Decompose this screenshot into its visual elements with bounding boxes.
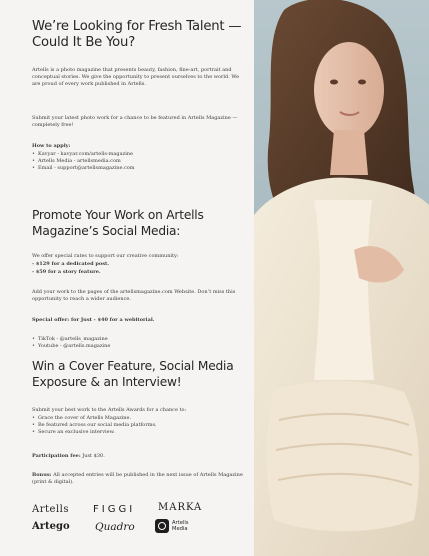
logo-artego: Artego	[32, 521, 70, 532]
special-offer: Special offer: for Just - $40 for a webitorial.	[32, 317, 155, 323]
submit-paragraph: Submit your latest photo work for a chance to be featured in Artells Magazine — completely free!	[32, 115, 238, 129]
website-paragraph: Add your work to the pages of the artellsmagazine.com Website. Don’t miss this opportunity to reach a wider audience.	[32, 289, 236, 303]
bonus-paragraph: Bonus: All accepted entries will be published in the next issue of Artells Magazine (print & digital).	[32, 472, 243, 486]
logo-artells-media: Artells Media	[155, 519, 189, 533]
logo-artells: Artells	[32, 504, 69, 515]
rates-intro: We offer special rates to support our creative community:	[32, 253, 179, 259]
apply-list	[32, 151, 248, 173]
artells-media-icon	[155, 519, 169, 533]
social-list	[32, 336, 248, 350]
how-to-apply-label: How to apply:	[32, 143, 71, 149]
heading-fresh-talent: We’re Looking for Fresh Talent — Could It Be You?	[32, 19, 242, 50]
awards-list	[32, 415, 248, 437]
awards-item-cover: • Grace the cover of Artells Magazine.	[32, 415, 248, 422]
social-item-tiktok[interactable]: • TikTok - @artells_magazine	[32, 336, 248, 343]
awards-item-interview: • Secure an exclusive interview.	[32, 429, 248, 436]
model-photo	[254, 0, 429, 556]
heading-promote: Promote Your Work on Artells Magazine’s Social Media:	[32, 208, 204, 238]
apply-item-artells-media[interactable]: • Artells Media - artellsmedia.com	[32, 158, 248, 165]
participation-fee: Participation fee: Just $30.	[32, 453, 105, 459]
apply-item-kavyar[interactable]: • Kavyar - kavyar.com/artells-magazine	[32, 151, 248, 158]
apply-item-email[interactable]: • Email - support@artellsmagazine.com	[32, 165, 248, 172]
partner-logos	[32, 500, 248, 550]
logo-figgi: FIGGI	[93, 504, 136, 515]
awards-item-social: • Be featured across our social media platforms.	[32, 422, 248, 429]
rate-story-feature: - $59 for a story feature.	[32, 269, 101, 275]
model-photo-illustration	[254, 0, 429, 556]
rate-dedicated-post: - $129 for a dedicated post.	[32, 261, 110, 267]
awards-intro: Submit your best work to the Artells Awards for a chance to:	[32, 407, 187, 413]
social-item-youtube[interactable]: • Youtube - @artells.magazine	[32, 343, 248, 350]
heading-win-cover: Win a Cover Feature, Social Media Exposure & an Interview!	[32, 359, 234, 389]
logo-marka: MARKA	[158, 502, 203, 513]
logo-quadro: Quadro	[95, 521, 135, 533]
intro-paragraph: Artells is a photo magazine that presents beauty, fashion, fine-art, portrait and conceptual stories. We give the opportunity to present ourselves to the world. We are proud of every work published in Artells.	[32, 67, 240, 88]
